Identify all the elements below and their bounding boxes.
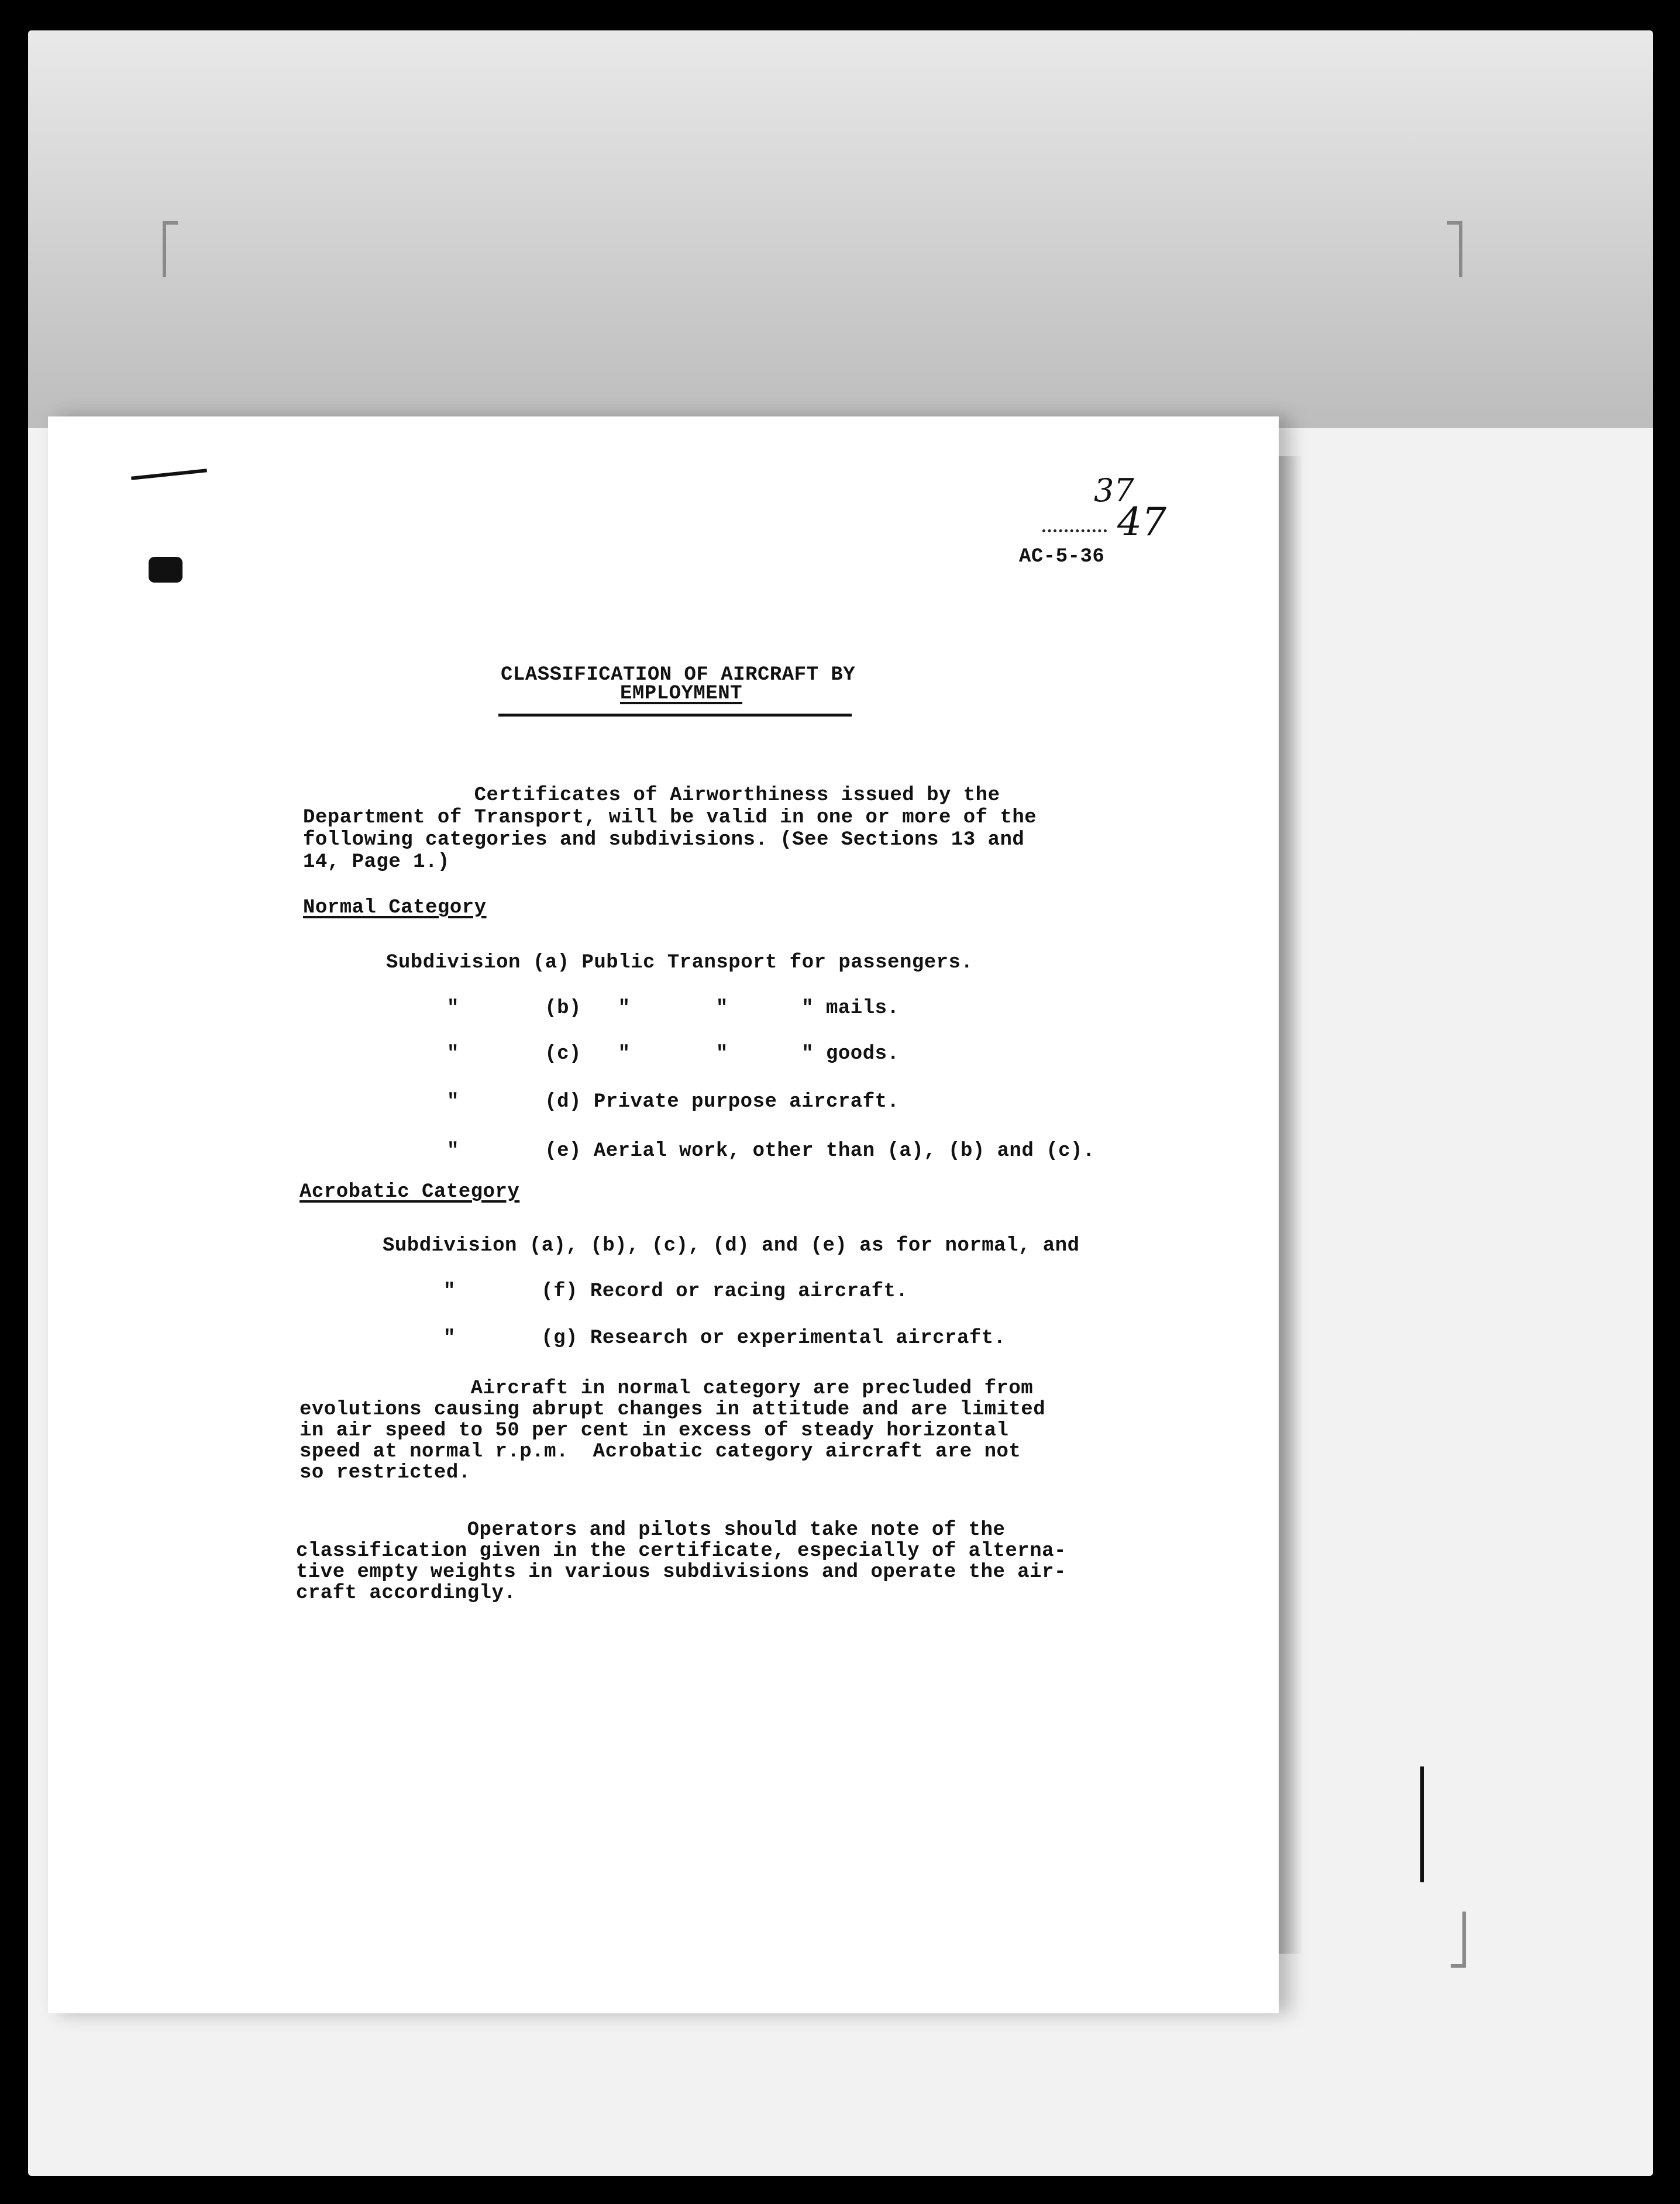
title-rule — [498, 714, 852, 717]
document-sheet — [48, 416, 1279, 2013]
intro-line-4: 14, Page 1.) — [303, 851, 450, 873]
normal-item-b: " (b) " " " mails. — [447, 997, 900, 1020]
sheet-edge-shadow — [1279, 456, 1302, 1954]
acrobatic-category-heading: Acrobatic Category — [299, 1181, 520, 1203]
intro-line-3: following categories and subdivisions. (See Sections 13 and — [303, 829, 1025, 851]
normal-category-heading: Normal Category — [303, 897, 487, 919]
crop-mark-top-right — [1447, 221, 1462, 277]
crop-mark-bottom-right — [1451, 1912, 1466, 1968]
punch-hole-mark — [149, 557, 183, 583]
intro-line-1: Certificates of Airworthiness issued by the — [303, 784, 1000, 807]
normal-item-e: " (e) Aerial work, other than (a), (b) and (c). — [447, 1140, 1095, 1162]
handwritten-page-number-bottom: 47 — [1117, 500, 1166, 545]
margin-line-mark — [1420, 1766, 1424, 1882]
document-title-line-1: CLASSIFICATION OF AIRCRAFT BY — [501, 664, 856, 686]
intro-line-2: Department of Transport, will be valid in one or more of the — [303, 807, 1037, 829]
operators-line-3: tive empty weights in various subdivisions and operate the air- — [296, 1561, 1066, 1583]
document-title-line-2: EMPLOYMENT — [620, 683, 743, 705]
acrobatic-item-a-e: Subdivision (a), (b), (c), (d) and (e) as for normal, and — [383, 1235, 1080, 1257]
operators-line-1: Operators and pilots should take note of the — [296, 1519, 1006, 1541]
operators-line-2: classification given in the certificate, especially of alterna- — [296, 1540, 1066, 1562]
scan-top-shadow — [28, 30, 1653, 428]
operators-line-4: craft accordingly. — [296, 1582, 517, 1604]
reference-code: AC-5-36 — [1019, 546, 1105, 568]
restrictions-line-4: speed at normal r.p.m. Acrobatic category aircraft are not — [299, 1441, 1021, 1463]
crop-mark-top-left — [163, 221, 178, 277]
acrobatic-item-f: " (f) Record or racing aircraft. — [443, 1280, 908, 1303]
normal-item-c: " (c) " " " goods. — [447, 1043, 900, 1065]
restrictions-line-5: so restricted. — [299, 1462, 471, 1484]
normal-item-d: " (d) Private purpose aircraft. — [447, 1091, 900, 1113]
restrictions-line-1: Aircraft in normal category are precluded from — [299, 1378, 1034, 1400]
restrictions-line-2: evolutions causing abrupt changes in attitude and are limited — [299, 1399, 1046, 1421]
acrobatic-item-g: " (g) Research or experimental aircraft. — [443, 1327, 1006, 1349]
handwritten-dotted-mark — [1042, 529, 1107, 535]
normal-item-a: Subdivision (a) Public Transport for passengers. — [386, 952, 973, 974]
handwritten-page-number-top: 37 — [1094, 472, 1134, 509]
restrictions-line-3: in air speed to 50 per cent in excess of steady horizontal — [299, 1420, 1009, 1442]
